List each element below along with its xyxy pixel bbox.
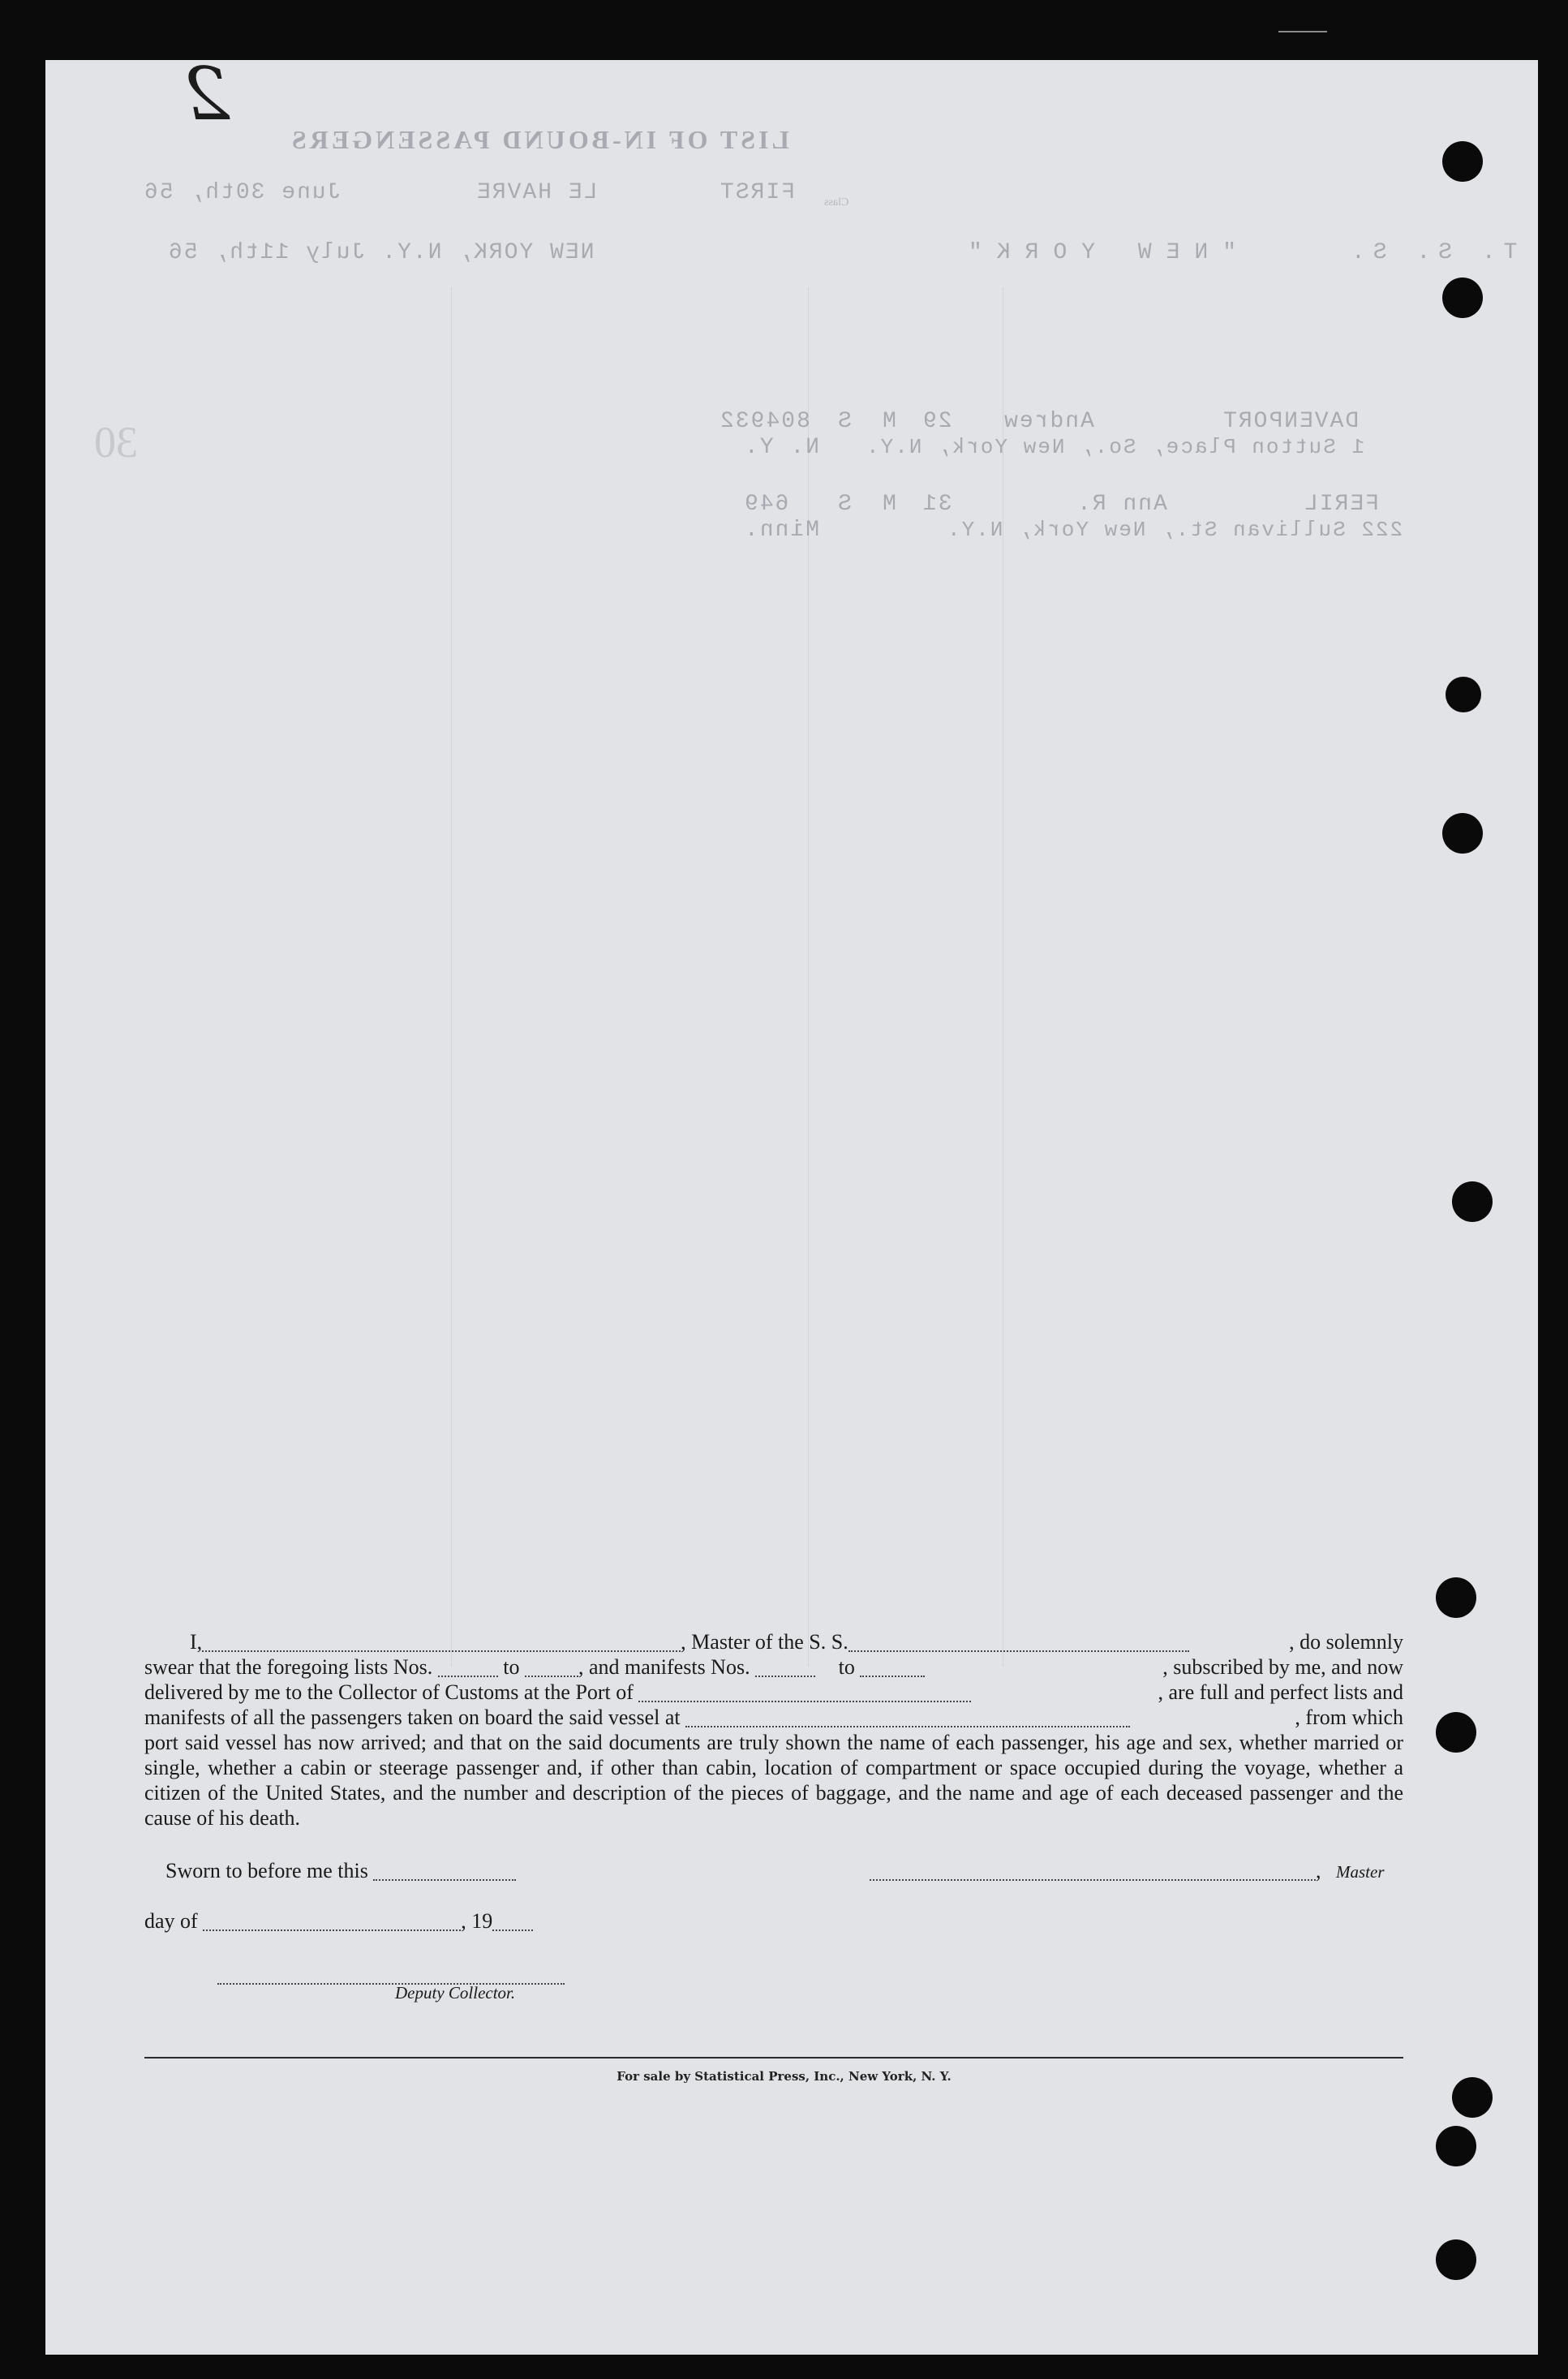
binder-hole [1442,813,1483,854]
oath-from-which: , from which [1295,1706,1403,1729]
bleed-vessel-prefix: T. S. S. [1343,240,1518,265]
oath-to-1: to [503,1655,520,1679]
bleed-entry-address: 222 Sullivan St., New York, N.Y. [946,518,1403,542]
document-sheet [45,52,1538,2355]
bleed-entry-state: Minn. [743,518,820,543]
bleed-list-title: LIST OF IN-BOUND PASSENGERS [289,125,789,154]
sworn-label: Sworn to before me this [165,1859,368,1882]
vessel-name-field[interactable] [848,1629,1189,1652]
ghost-rule [808,287,809,1667]
oath-manifests-all: manifests of all the passengers taken on board the said vessel at [144,1706,681,1729]
bleed-entry-sex: M [881,492,896,517]
footer-rule [144,2057,1403,2059]
bleed-date-sailed: June 30th, 56 [143,180,342,205]
binder-hole [1446,677,1481,712]
bleed-class: FIRST [719,180,796,205]
year-field[interactable] [492,1908,533,1931]
bleed-entry-age: 29 [921,409,952,434]
bleed-entry-number: 649 [743,492,789,517]
bleed-port: LE HAVRE [475,180,598,205]
binder-hole [1452,1181,1493,1222]
sworn-line [165,1858,516,1883]
port-field[interactable] [638,1680,971,1702]
master-label: Master [1336,1862,1385,1882]
bleed-entry-sex: M [881,409,896,434]
day-of-line [144,1908,533,1934]
oath-are-full: , are full and perfect lists and [1158,1680,1403,1704]
lists-from-field[interactable] [438,1654,498,1677]
bleed-arrival: NEW YORK, N.Y. July 11th, 56 [167,240,595,265]
lists-to-field[interactable] [525,1654,578,1677]
bleed-entry-given: Andrew [1003,409,1094,434]
bleed-entry-address: 1 Sutton Place, So., New York, N.Y. [865,435,1365,459]
oath-line-4 [144,1705,1403,1730]
manifests-to-field[interactable] [860,1654,925,1677]
binder-hole [1436,2126,1476,2166]
deputy-collector-label: Deputy Collector. [395,1983,516,2003]
master-signature-line: , Master [870,1858,1385,1883]
oath-and-manifests: , and manifests Nos. [578,1655,750,1679]
bleed-vessel: "NEW YORK" [954,240,1237,265]
bleed-class-label: Class [824,196,849,209]
ghost-rule [451,287,452,1667]
bleed-entry-given: Ann R. [1076,492,1167,517]
oath-paragraph [144,1629,1403,1830]
page-number-mark: 2 [183,52,230,137]
sworn-day-field[interactable] [373,1858,516,1881]
binder-hole [1436,1712,1476,1753]
oath-master-of: , Master of the S. S. [681,1630,848,1654]
master-signature-field[interactable] [870,1858,1316,1881]
oath-line-2 [144,1654,1403,1680]
master-name-field[interactable] [202,1629,681,1652]
oath-do-solemnly: , do solemnly [1289,1630,1403,1654]
oath-line-3 [144,1680,1403,1705]
top-edge [1278,31,1327,32]
bleed-entry-name: DAVENPORT [1222,409,1360,434]
oath-swear-lists: swear that the foregoing lists Nos. [144,1655,433,1679]
binder-hole [1436,2239,1476,2280]
oath-line-1 [144,1629,1403,1654]
year-prefix: , 19 [461,1909,493,1933]
bleed-line-number: 30 [94,418,138,467]
binder-hole [1436,1577,1476,1618]
for-sale-note: For sale by Statistical Press, Inc., New York, N. Y. [616,2069,952,2084]
bleed-entry-number: 804932 [719,409,810,434]
binder-hole [1442,141,1483,182]
deputy-signature-field[interactable] [217,1962,565,1985]
bleed-entry-name: FERIL [1303,492,1380,517]
manifests-from-field[interactable] [755,1654,815,1677]
oath-i: I, [190,1630,203,1654]
binder-hole [1442,277,1483,318]
day-of-label: day of [144,1909,198,1933]
bleed-entry-age: 31 [921,492,952,517]
oath-to-2: to [838,1655,855,1679]
embark-port-field[interactable] [685,1705,1130,1727]
bleed-entry-marital: S [836,492,852,517]
bleed-entry-state: N. Y. [743,435,820,460]
oath-body: port said vessel has now arrived; and that on the said documents are truly shown the name of each passenger, his age and sex, whether married or single, whether a cabin or steerage passenger and, if other than cabin, location of compartment or space occupied during the voyage, whether a citizen of the United States, and the number and description of the pieces of baggage, and the name and age of each deceased passenger and the cause of his death. [144,1731,1403,1830]
month-field[interactable] [203,1908,461,1931]
oath-delivered: delivered by me to the Collector of Customs at the Port of [144,1680,634,1704]
oath-subscribed: , subscribed by me, and now [1162,1655,1403,1679]
bleed-entry-marital: S [836,409,852,434]
